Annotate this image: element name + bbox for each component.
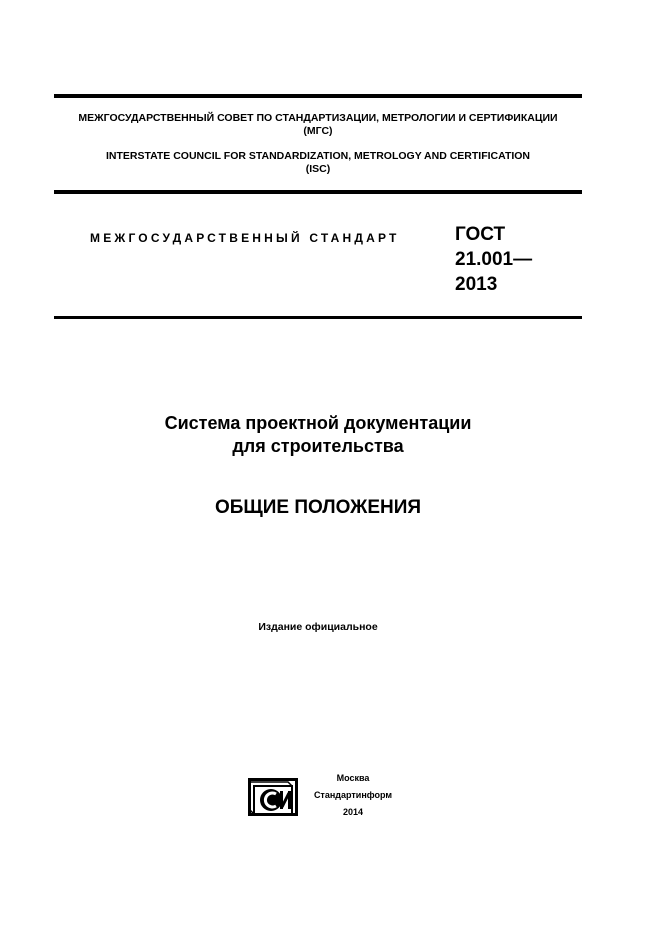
document-title: [54, 412, 582, 458]
council-abbr-en: (ISC): [305, 163, 331, 175]
publisher-block: [305, 770, 401, 821]
publisher-name: Стандартинформ: [313, 790, 393, 800]
standartinform-logo-icon: [248, 778, 298, 816]
document-title-line1: Система проектной документации: [164, 413, 472, 433]
document-title-line2: для строительства: [232, 436, 404, 456]
council-abbr-ru: (МГС): [303, 125, 333, 137]
middle-rule: [54, 190, 582, 194]
council-name-ru-line1: МЕЖГОСУДАРСТВЕННЫЙ СОВЕТ ПО СТАНДАРТИЗАЦИИ, МЕТРОЛОГИИ И СЕРТИФИКАЦИИ: [78, 112, 558, 124]
council-name-ru: [54, 112, 582, 138]
standard-code-line3: 2013: [455, 274, 498, 295]
standard-label: МЕЖГОСУДАРСТВЕННЫЙ СТАНДАРТ: [90, 231, 400, 245]
publisher-city: Москва: [336, 773, 370, 783]
council-name-en-line1: INTERSTATE COUNCIL FOR STANDARDIZATION, METROLOGY AND CERTIFICATION: [105, 150, 531, 162]
council-name-en: [54, 150, 582, 176]
standard-code-line2: 21.001—: [455, 249, 533, 270]
top-rule: [54, 94, 582, 98]
document-subtitle: ОБЩИЕ ПОЛОЖЕНИЯ: [214, 497, 422, 518]
bottom-rule: [54, 316, 582, 319]
standard-code-line1: ГОСТ: [455, 224, 506, 245]
publisher-year: 2014: [342, 807, 364, 817]
standard-code: [455, 222, 532, 297]
edition-note: Издание официальное: [258, 621, 378, 633]
